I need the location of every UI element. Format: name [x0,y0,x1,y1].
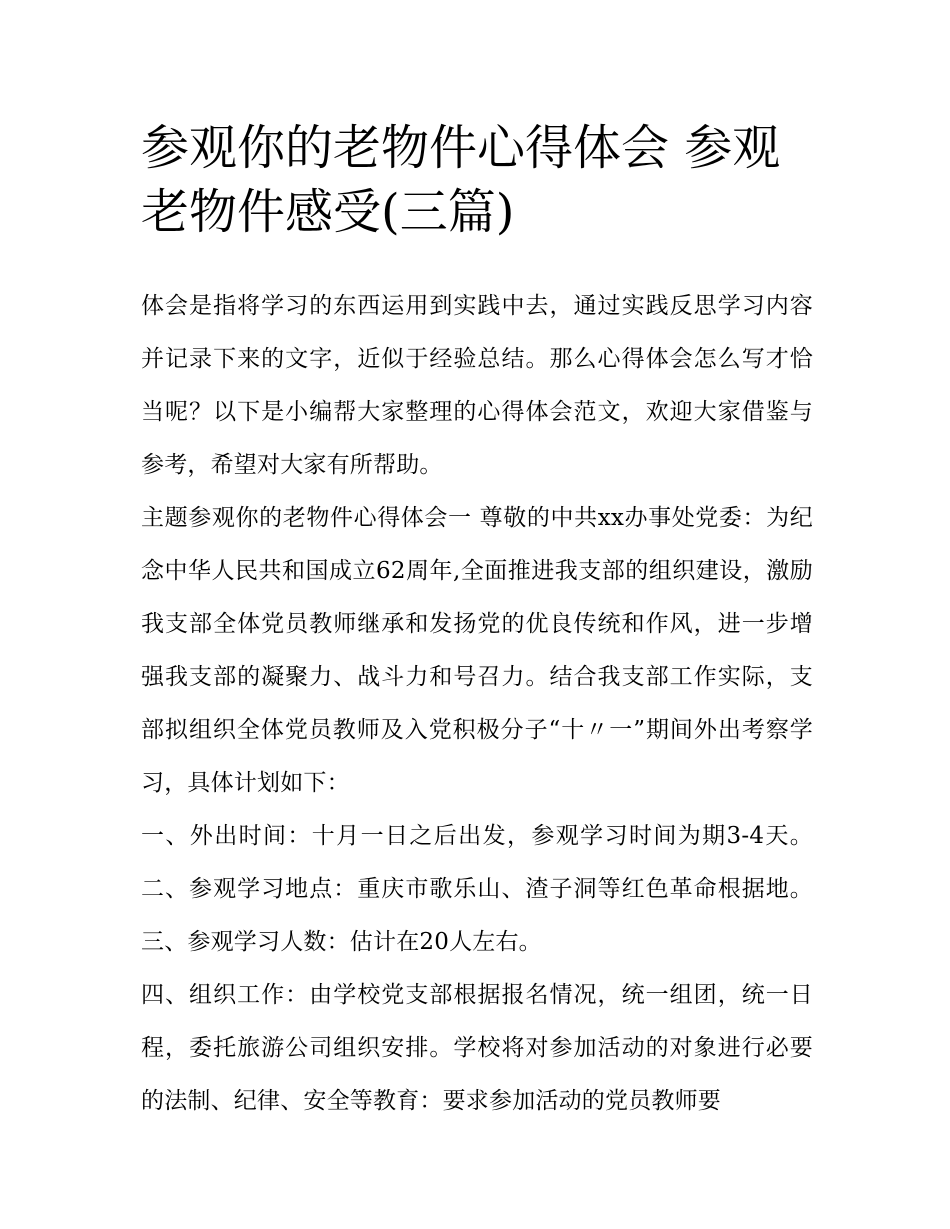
paragraph-intro: 体会是指将学习的东西运用到实践中去，通过实践反思学习内容并记录下来的文字，近似于经验总结。那么心得体会怎么写才恰当呢？以下是小编帮大家整理的心得体会范文，欢迎大家借鉴与参考，希望对大家有所帮助。 [141,293,813,478]
document-title: 参观你的老物件心得体会 参观老物件感受(三篇) [141,120,781,240]
document-body [141,280,813,1128]
paragraph-plan-1-3: 一、外出时间：十月一日之后出发，参观学习时间为期3-4天。 二、参观学习地点：重庆市歌乐山、渣子洞等红色革命根据地。 三、参观学习人数：估计在20人左右。 [141,823,813,955]
paragraph-plan-4: 四、组织工作：由学校党支部根据报名情况，统一组团，统一日程，委托旅游公司组织安排。学校将对参加活动的对象进行必要的法制、纪律、安全等教育：要求参加活动的党员教师要 [141,982,813,1114]
paragraph-letter: 主题参观你的老物件心得体会一 尊敬的中共xx办事处党委：为纪念中华人民共和国成立62周年,全面推进我支部的组织建设，激励我支部全体党员教师继承和发扬党的优良传统和作风，进一步增强我支部的凝聚力、战斗力和号召力。结合我支部工作实际，支部拟组织全体党员教师及入党积极分子“十〃一”期间外出考察学习，具体计划如下： [141,505,813,796]
